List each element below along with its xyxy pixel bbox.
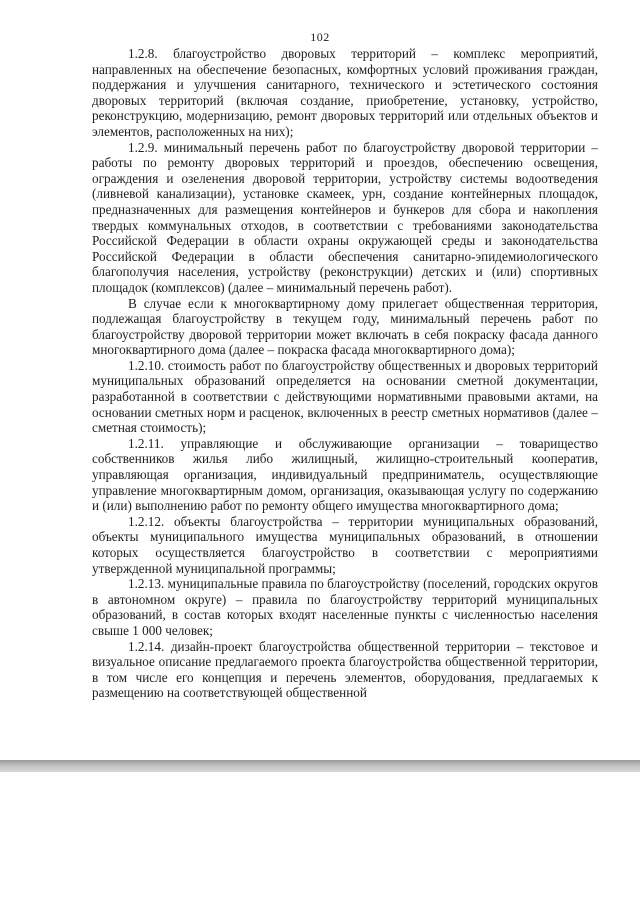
scan-edge-shadow <box>0 760 640 772</box>
paragraph-1-2-9: 1.2.9. минимальный перечень работ по благоустройству дворовой территории – работы по ремонту дворовых территорий и проездов, обеспечению освещения, ограждения и озеленения дворовой территории, устройству системы водоотведения (ливневой канализации), установке скамеек, урн, создание контейнерных площадок, предназначенных для размещения контейнеров и бункеров для сбора и накопления твердых коммунальных отходов, в соответствии с требованиями законодательства Российской Федерации в области охраны окружающей среды и законодательства Российской Федерации в области обеспечения санитарно-эпидемиологического благополучия населения, устройству (реконструкции) детских и (или) спортивных площадок (комплексов) (далее – минимальный перечень работ). <box>92 139 598 295</box>
paragraph-1-2-8: 1.2.8. благоустройство дворовых территорий – комплекс мероприятий, направленных на обеспечение безопасных, комфортных условий проживания граждан, поддержания и улучшения санитарного, технического и эстетического состояния дворовых территорий (включая создание, приобретение, установку, устройство, реконструкцию, модернизацию, ремонт дворовых территорий или отдельных объектов и элементов, расположенных на них); <box>92 46 598 139</box>
paragraph-1-2-13: 1.2.13. муниципальные правила по благоустройству (поселений, городских округов в автономном округе) – правила по благоустройству территорий муниципальных образований, в состав которых входят населенные пункты с численностью населения свыше 1 000 человек; <box>92 576 598 638</box>
document-body <box>92 46 598 701</box>
paragraph-1-2-11: 1.2.11. управляющие и обслуживающие организации – товарищество собственников жилья либо жилищный, жилищно-строительный кооператив, управляющая организация, индивидуальный предприниматель, осуществляющие управление многоквартирным домом, организация, оказывающая услугу по содержанию и (или) выполнению работ по ремонту общего имущества многоквартирного дома; <box>92 435 598 514</box>
paragraph-1-2-10: 1.2.10. стоимость работ по благоустройству общественных и дворовых территорий муниципальных образований определяется на основании сметной документации, разработанной в соответствии с действующими нормативными правовыми актами, на основании сметных норм и расценок, включенных в реестр сметных нормативов (далее – сметная стоимость); <box>92 357 598 436</box>
paragraph-1-2-12: 1.2.12. объекты благоустройства – территории муниципальных образований, объекты муниципального имущества муниципальных образований, в отношении которых осуществляется благоустройство в соответствии с мероприятиями утвержденной муниципальной программы; <box>92 513 598 576</box>
paragraph-facade-painting: В случае если к многоквартирному дому прилегает общественная территория, подлежащая благоустройству в текущем году, минимальный перечень работ по благоустройству дворовой территории может включать в себя покраску фасада данного многоквартирного дома (далее – покраска фасада многоквартирного дома); <box>92 295 598 358</box>
paragraph-1-2-14: 1.2.14. дизайн-проект благоустройства общественной территории – текстовое и визуальное описание предлагаемого проекта благоустройства общественной территории, в том числе его концепция и перечень элементов, оборудования, предлагаемых к размещению на соответствующей общественной <box>92 638 598 701</box>
page-number: 102 <box>310 30 330 44</box>
